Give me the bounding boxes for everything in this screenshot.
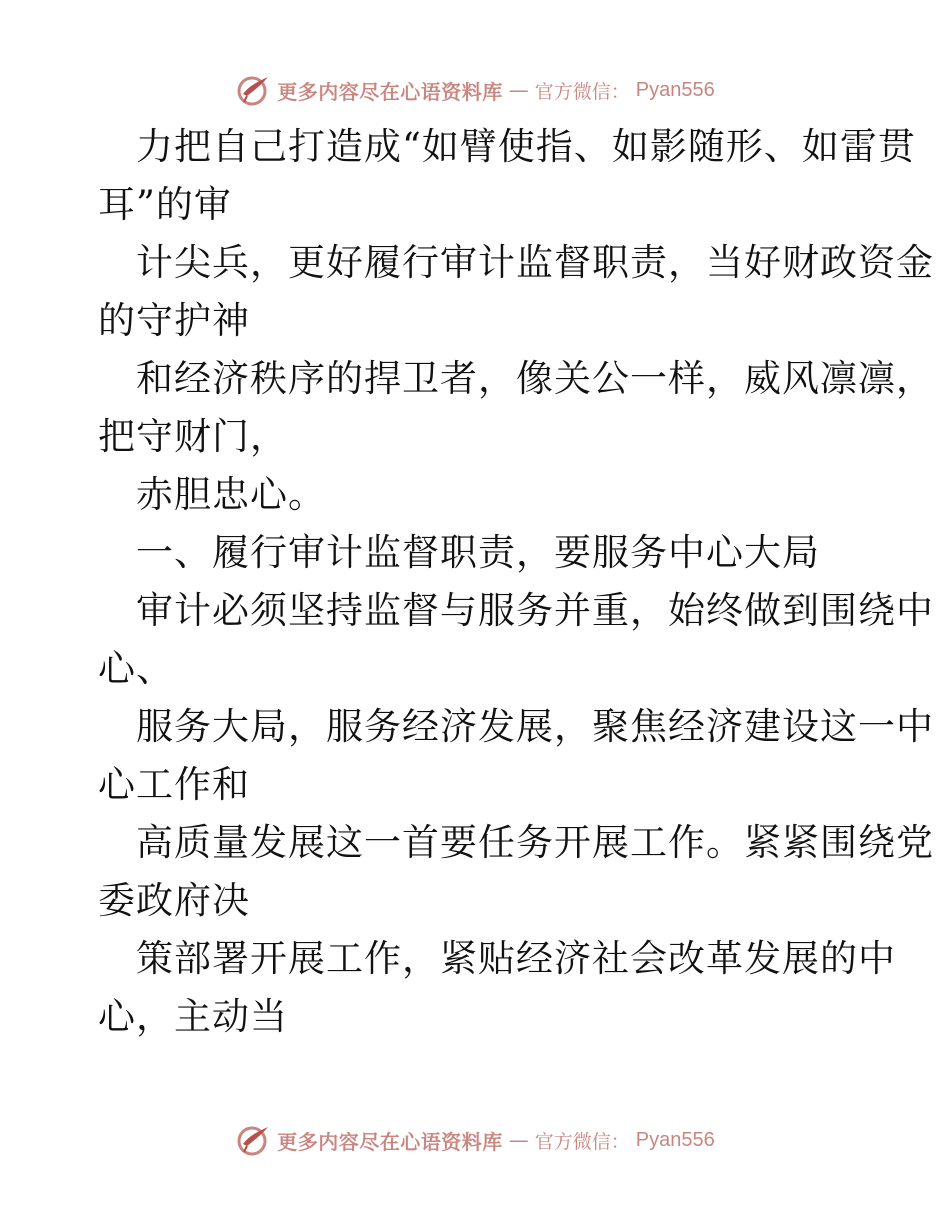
footer-watermark [0, 1120, 950, 1160]
watermark-separator: — [508, 78, 529, 102]
text-line: 计尖兵，更好履行审计监督职责，当好财政资金 [136, 241, 934, 284]
text-line: 和经济秩序的捍卫者，像关公一样，威风凛凛， [136, 357, 934, 400]
text-line: 服务大局，服务经济发展，聚焦经济建设这一中 [136, 705, 934, 748]
text-line: 审计必须坚持监督与服务并重，始终做到围绕中 [136, 589, 934, 632]
text-line: 把守财门， [98, 415, 288, 458]
wechat-id: Pyan556 [635, 1128, 715, 1151]
quill-logo-icon [235, 1122, 271, 1158]
header-watermark [0, 70, 950, 110]
text-line: 委政府决 [98, 879, 250, 922]
quill-logo-icon [235, 72, 271, 108]
watermark-text: 更多内容尽在心语资料库 [277, 1129, 503, 1154]
document-body [98, 118, 934, 1046]
text-line: 心、 [98, 647, 174, 690]
text-line: 力把自己打造成“如臂使指、如影随形、如雷贯 [136, 125, 916, 168]
text-line: 心工作和 [98, 763, 250, 806]
wechat-label: 官方微信： [534, 80, 630, 103]
watermark-text: 更多内容尽在心语资料库 [277, 79, 503, 104]
section-heading: 一、履行审计监督职责，要服务中心大局 [136, 531, 820, 574]
text-line: 赤胆忠心。 [136, 473, 326, 516]
wechat-label: 官方微信： [534, 1130, 630, 1153]
text-line: 的守护神 [98, 299, 250, 342]
text-line: 策部署开展工作，紧贴经济社会改革发展的中 [136, 937, 896, 980]
watermark-separator: — [508, 1128, 529, 1152]
text-line: 耳”的审 [98, 183, 232, 226]
wechat-id: Pyan556 [635, 78, 715, 101]
text-line: 心，主动当 [98, 995, 288, 1038]
text-line: 高质量发展这一首要任务开展工作。紧紧围绕党 [136, 821, 934, 864]
